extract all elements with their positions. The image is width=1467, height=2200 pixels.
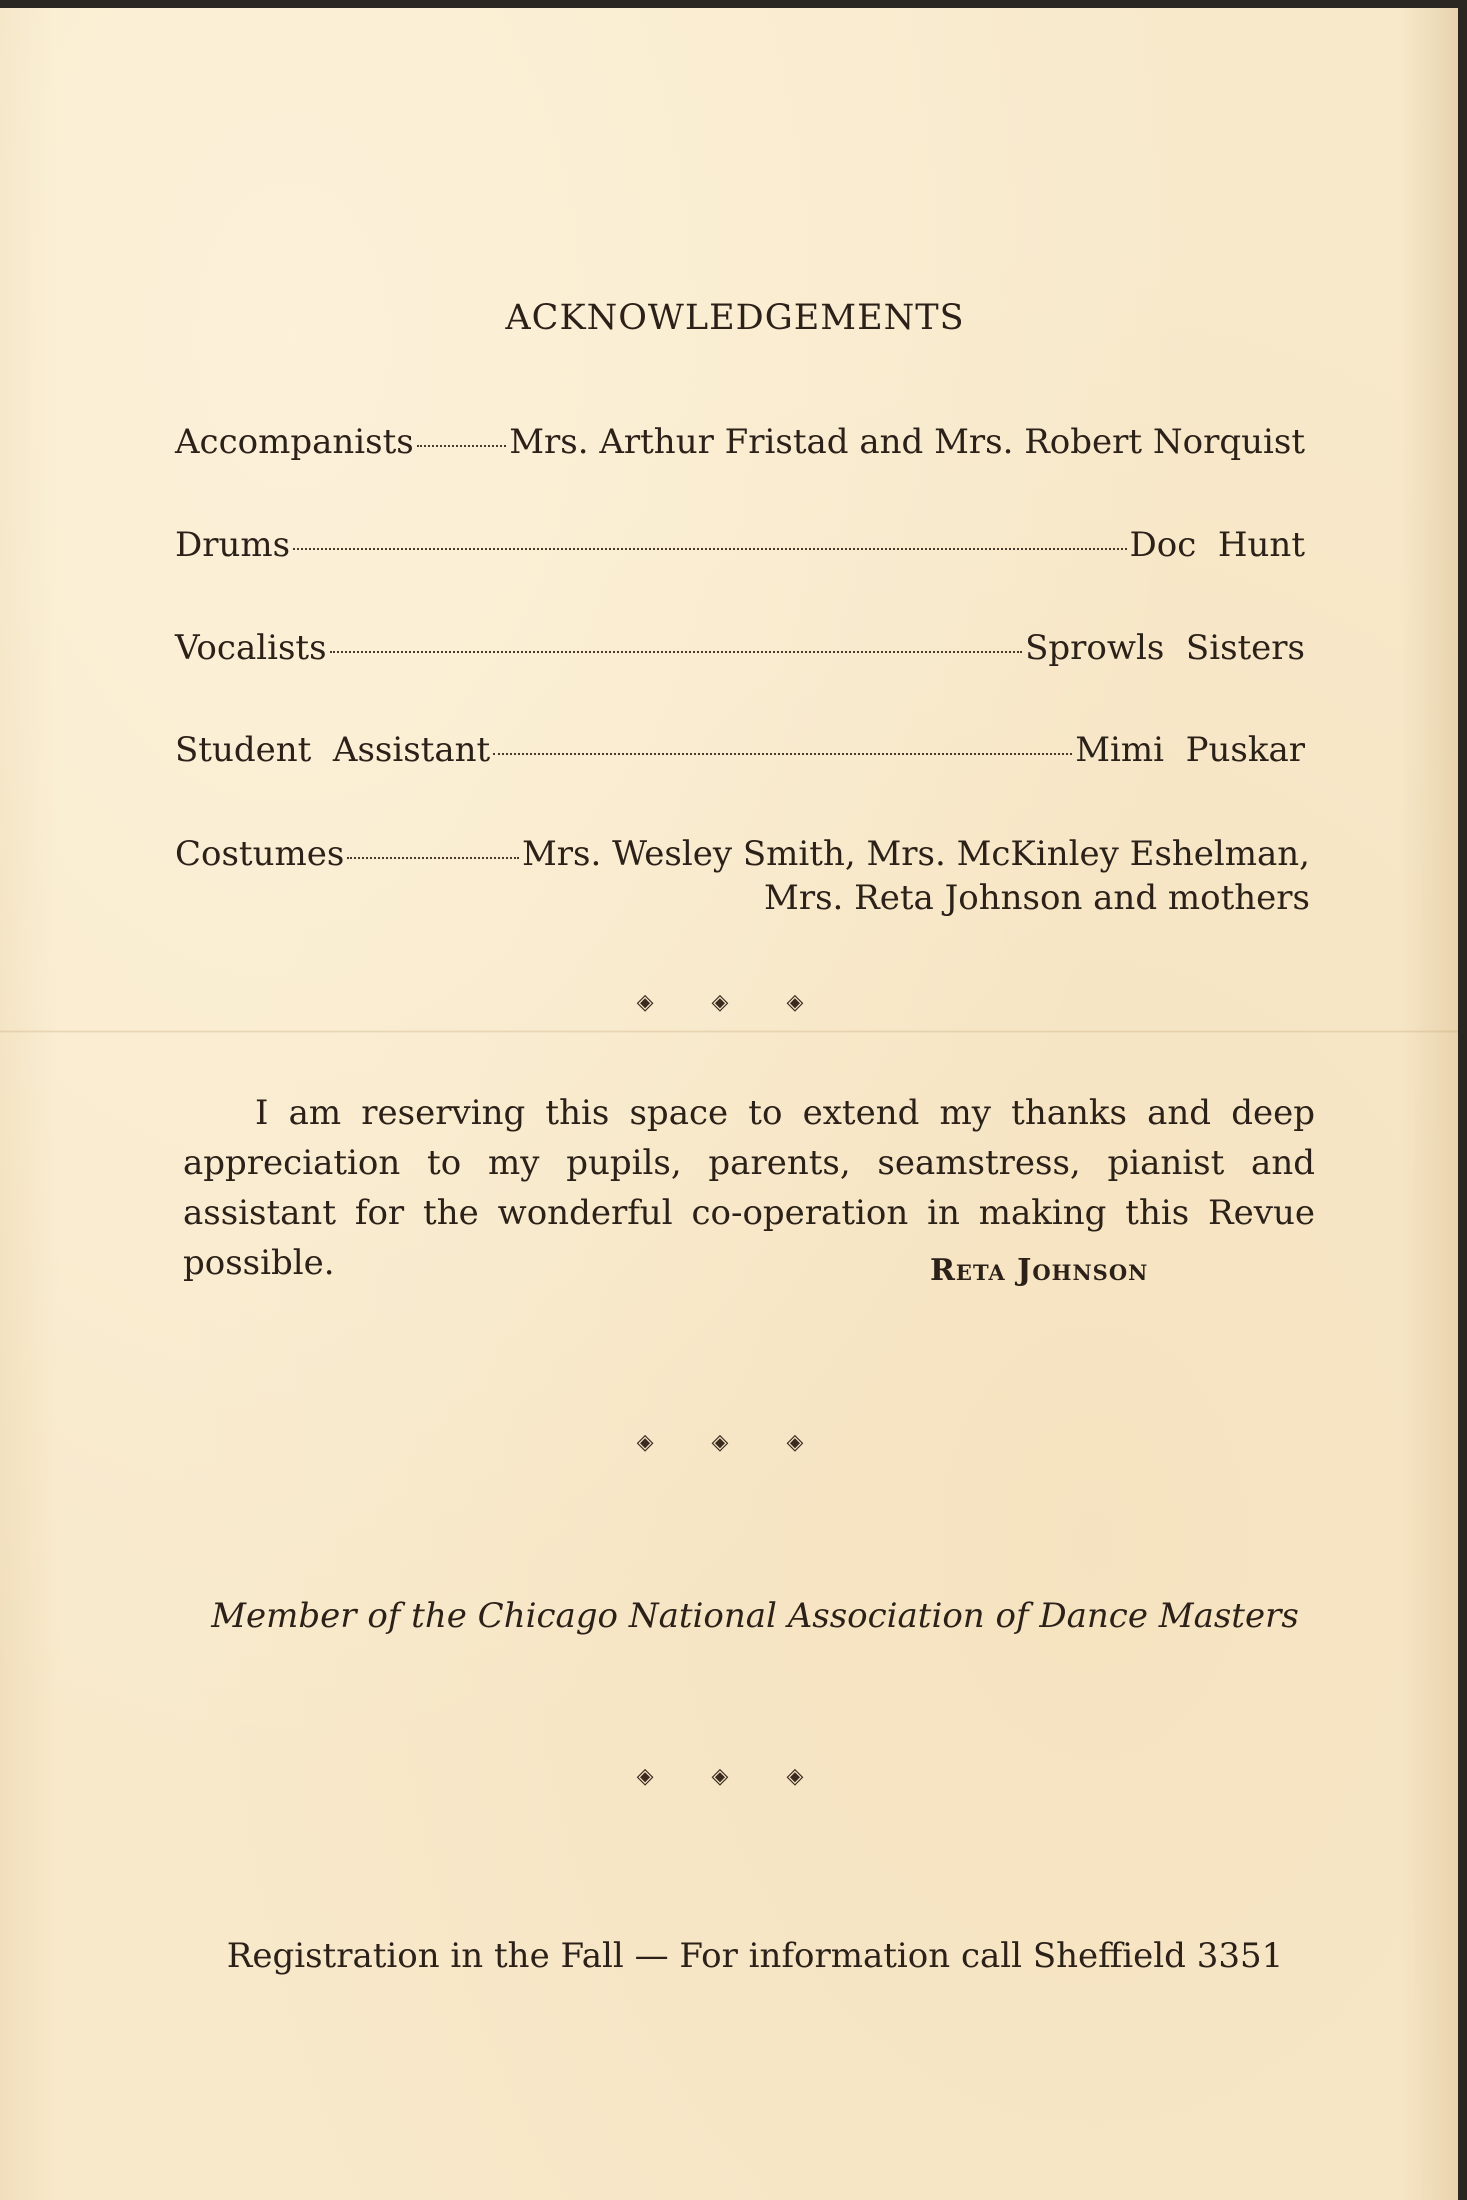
diamond-ornament-icon: ◈ bbox=[636, 990, 684, 1015]
diamond-ornament-icon: ◈ bbox=[711, 1430, 759, 1455]
leader-dots bbox=[493, 753, 1072, 755]
diamond-ornament-icon: ◈ bbox=[636, 1764, 684, 1789]
credit-role: Student Assistant bbox=[175, 730, 491, 770]
credit-student-assistant bbox=[175, 730, 1305, 770]
diamond-ornament-icon: ◈ bbox=[786, 1764, 834, 1789]
membership-line: Member of the Chicago National Association of Dance Masters bbox=[211, 1596, 1299, 1636]
credit-names-continued: Mrs. Reta Johnson and mothers bbox=[764, 878, 1310, 918]
ornament-divider bbox=[0, 990, 1467, 1015]
diamond-ornament-icon: ◈ bbox=[711, 1764, 759, 1789]
credit-names: Sprowls Sisters bbox=[1025, 628, 1305, 668]
diamond-ornament-icon: ◈ bbox=[786, 1430, 834, 1455]
credit-names: Doc Hunt bbox=[1129, 525, 1305, 565]
paper-fold-line bbox=[0, 1030, 1458, 1033]
credit-names: Mrs. Wesley Smith, Mrs. McKinley Eshelman, bbox=[521, 834, 1310, 874]
leader-dots bbox=[330, 651, 1023, 653]
credit-costumes bbox=[175, 834, 1310, 918]
credit-vocalists bbox=[175, 628, 1305, 668]
leader-dots bbox=[347, 857, 519, 859]
credit-role: Accompanists bbox=[175, 422, 414, 462]
program-page bbox=[0, 8, 1458, 2200]
credit-drums bbox=[175, 525, 1305, 565]
registration-line: Registration in the Fall — For information call Sheffield 3351 bbox=[226, 1936, 1284, 1976]
credit-role: Costumes bbox=[175, 834, 345, 874]
diamond-ornament-icon: ◈ bbox=[711, 990, 759, 1015]
signature: Reta Johnson bbox=[930, 1253, 1149, 1288]
leader-dots bbox=[417, 445, 506, 447]
page-title: ACKNOWLEDGEMENTS bbox=[505, 298, 965, 338]
credit-accompanists bbox=[175, 422, 1305, 462]
diamond-ornament-icon: ◈ bbox=[786, 990, 834, 1015]
leader-dots bbox=[293, 548, 1126, 550]
credit-names: Mrs. Arthur Fristad and Mrs. Robert Norquist bbox=[509, 422, 1305, 462]
credit-role: Drums bbox=[175, 525, 291, 565]
credit-role: Vocalists bbox=[175, 628, 327, 668]
thanks-paragraph: I am reserving this space to extend my thanks and deep appreciation to my pupils, parents, seamstress, pianist and assistant for the wonderful co-operation in making this Revue possible. bbox=[183, 1093, 1315, 1283]
credit-names: Mimi Puskar bbox=[1075, 730, 1305, 770]
ornament-divider bbox=[0, 1764, 1467, 1789]
diamond-ornament-icon: ◈ bbox=[636, 1430, 684, 1455]
ornament-divider bbox=[0, 1430, 1467, 1455]
